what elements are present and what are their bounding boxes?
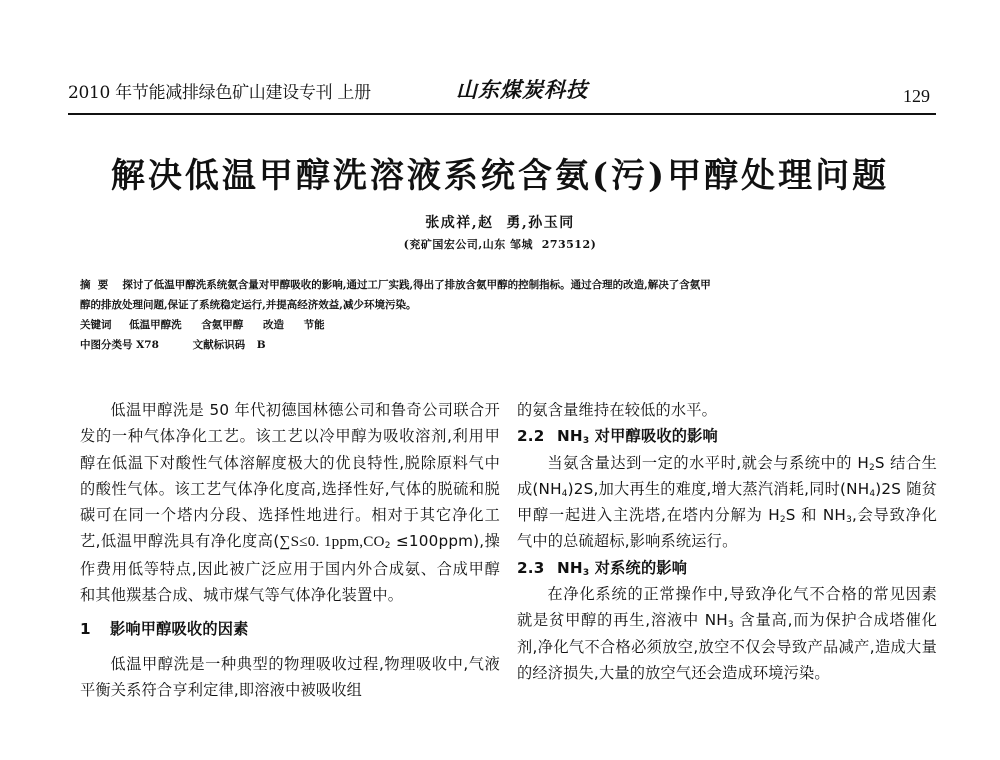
keyword: 含氨甲醇 [201,319,244,331]
doc-code-label: 文献标识码 [192,339,246,351]
subscript: 3 [727,620,734,631]
affiliation: (兖矿国宏公司,山东 邹城 273512) [403,238,597,251]
abstract-block [80,275,926,355]
intro-text-tail: ≤100ppm),操作费用低等特点,因此被广泛应用于国内外合成氨、合成甲醇和其他羰基合成、城市煤气等气体净化装置中。 [80,532,501,605]
abstract-line-2 [80,295,926,315]
intro-text: 低温甲醇洗是 50 年代初德国林德公司和鲁奇公司联合开发的一种气体净化工艺。该工艺以冷甲醇为吸收溶剂,利用甲醇在低温下对酸性气体溶解度极大的优良特性,脱除原料气中的酸性气体。该工艺气体净化度高,选择性好,气体的脱硫和脱碳可在同一个塔内分段、选择性地进行。相对于其它净化工艺,低温甲醇洗具有净化度高( [80,401,500,551]
section-title-part: 对甲醇吸收的影响 [589,427,718,446]
section-title-part: NH [557,427,583,446]
subscript: 2 [779,515,786,526]
text-run: S 和 NH [785,506,847,525]
text-run: S 结合生成(NH [517,453,937,498]
section-1-paragraph: 低温甲醇洗是一种典型的物理吸收过程,物理吸收中,气液平衡关系符合亨利定律,即溶液中被吸收组 [80,654,500,699]
text-run: 在净化系统的正常操作中,导致净化气不合格的常见因素就是贫甲醇的再生,溶液中 NH [517,585,937,630]
subscript: 3 [846,515,852,526]
section-title-part: 对系统的影响 [589,558,688,577]
section-2-2-paragraph [517,450,937,555]
formula-subscript: 2 [384,541,391,552]
keyword: 改造 [262,319,284,331]
section-number: 2.3 [517,558,545,577]
article-title: 解决低温甲醇洗溶液系统含氨(污)甲醇处理问题 [110,156,890,196]
journal-logo: 山东煤炭科技 [456,77,588,102]
keywords-label: 关键词 [80,319,112,331]
header-rule [68,113,936,115]
text-run: 当氨含量达到一定的水平时,就会与系统中的 H [547,453,869,472]
intro-paragraph [80,397,500,608]
section-number: 1 [80,620,91,639]
left-column [80,397,500,703]
text-run: 含量高,而为保护合成塔催化剂,净化气不合格必须放空,放空不仅会导致产品减产,造成大量的经济损失,大量的放空气还会造成环境污染。 [517,611,937,682]
clc-label: 中图分类号 [80,339,133,351]
page-header [68,74,936,114]
right-column [517,397,937,686]
section-number: 2.2 [517,427,545,446]
section-2-2-heading [517,423,937,449]
subscript: 3 [582,567,590,578]
section-title: 影响甲醇吸收的因素 [110,620,249,639]
abstract-text-1: 探讨了低温甲醇洗系统氨含量对甲醇吸收的影响,通过工厂实践,得出了排放含氨甲醇的控制指标。通过合理的改造,解决了含氨甲 [122,279,711,291]
text-run: ,会导致净化气中的总硫超标,影响系统运行。 [517,506,938,551]
intro-formula: ∑S≤0. 1ppm,CO [279,533,385,551]
clc-value: X78 [136,339,159,351]
journal-issue: 2010 年节能减排绿色矿山建设专刊 上册 [68,83,371,103]
doc-code-value: B [256,339,266,351]
abstract-label: 摘 要 [80,279,109,291]
subscript: 3 [582,436,590,447]
section-1-heading [80,616,500,642]
keyword: 低温甲醇洗 [129,319,182,331]
text-run: )2S,加大再生的难度,增大蒸汽消耗,同时(NH [567,479,870,498]
keywords-line [80,315,926,335]
section-2-3-paragraph [517,581,937,686]
abstract-line-1 [80,275,926,295]
authors: 张成祥,赵 勇,孙玉同 [425,215,575,231]
continued-text: 的氨含量维持在较低的水平。 [517,401,718,419]
subscript: 4 [869,488,876,499]
abstract-text-2: 醇的排放处理问题,保证了系统稳定运行,并提高经济效益,减少环境污染。 [80,299,417,311]
text-run: )2S 随贫甲醇一起进入主洗塔,在塔内分解为 H [517,479,937,525]
subscript: 4 [561,488,568,499]
keyword: 节能 [303,319,325,331]
classification-line [80,335,926,355]
section-title-part: NH [557,558,583,577]
page-number: 129 [903,86,930,106]
subscript: 2 [868,462,875,473]
section-2-3-heading [517,555,937,581]
